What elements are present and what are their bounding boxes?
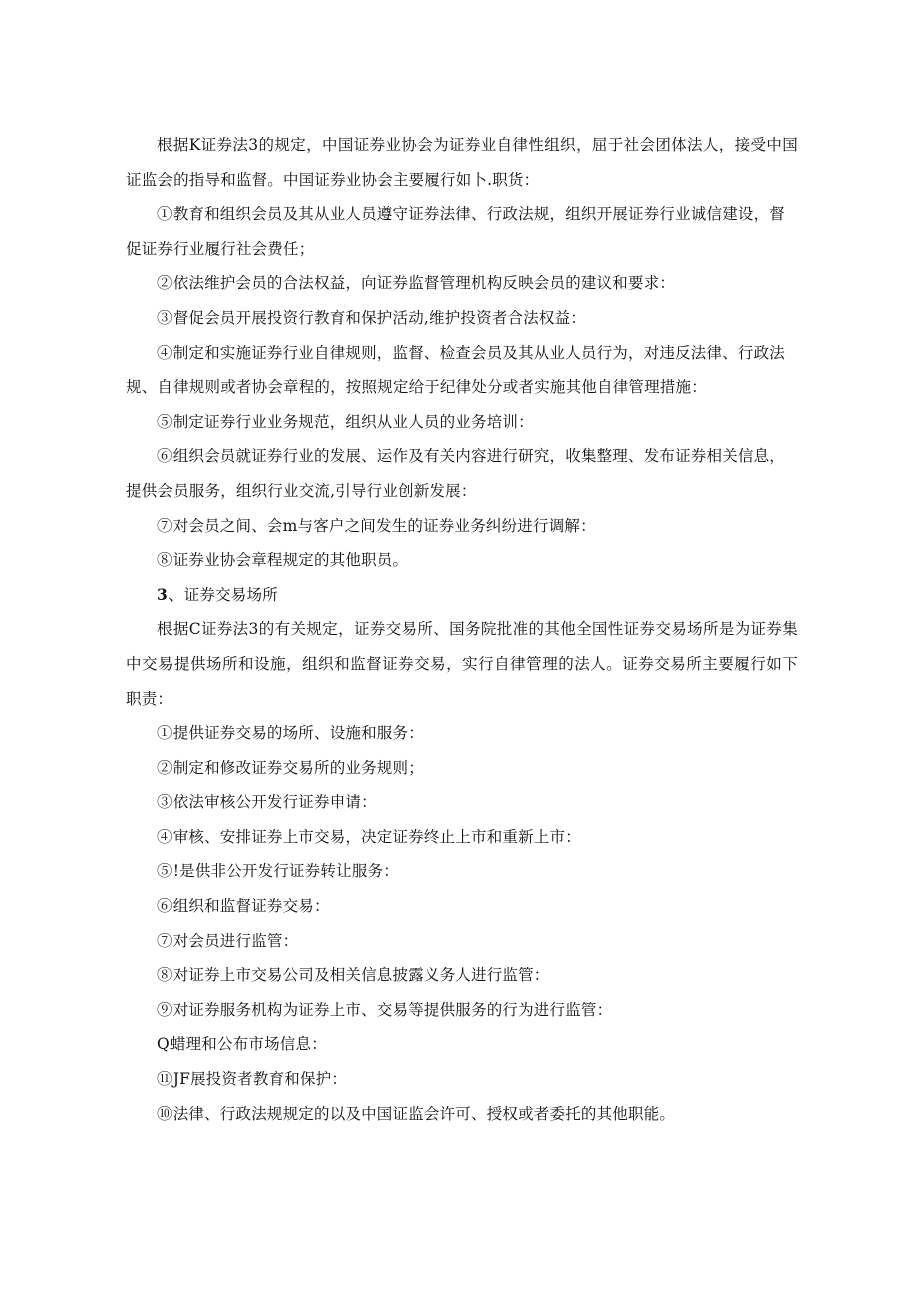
section-title: 、证券交易场所 (168, 585, 278, 604)
association-duty-8: ⑧证券业协会章程规定的其他职员。 (157, 551, 409, 570)
exchange-duty-3: ③依法审核公开发行证券申请： (157, 793, 377, 812)
exchange-duty-8: ⑧对证券上市交易公司及相关信息披露义务人进行监管： (157, 966, 550, 985)
section-number: 3 (157, 584, 168, 604)
document-body (126, 128, 798, 1131)
paragraph-exchange-intro: 根据C证券法3的有关规定，证券交易所、国务院批准的其他全国性证券交易场所是为证券集中交易提供场所和设施，组织和监督证券交易，实行自律管理的法人。证券交易所主要履行如下职责： (126, 620, 798, 708)
association-duty-2: ②依法维护会员的合法权益，向证券监督管理机构反映会员的建议和要求： (157, 274, 676, 293)
exchange-duty-12: ⑩法律、行政法规规定的以及中国证监会许可、授权或者委托的其他职能。 (157, 1104, 676, 1123)
exchange-duty-1: ①提供证券交易的场所、设施和服务： (157, 724, 424, 743)
association-duty-6: ⑥组织会员就证券行业的发展、运作及有关内容进行研究，收集整理、发布证券相关信息，提供会员服务，组织行业交流,引导行业创新发展： (126, 447, 786, 500)
association-duty-3: ③督促会员开展投资行教育和保护活动,维护投资者合法权益： (157, 308, 587, 327)
association-duty-4: ④制定和实施证券行业自律规则，监督、检查会员及其从业人员行为，对违反法律、行政法规、自律规则或者协会章程的，按照规定给于纪律处分或者实施其他自律管理措施： (126, 343, 786, 397)
exchange-duty-6: ⑥组织和监督证券交易： (157, 897, 330, 916)
exchange-duty-10: Q蜡理和公布市场信息： (157, 1035, 327, 1054)
association-duty-5: ⑤制定证券行业业务规范，组织从业人员的业务培训： (157, 412, 534, 431)
association-duty-1: ①教育和组织会员及其从业人员遵守证券法律、行政法规，组织开展证券行业诚信建设，督促证券行业履行社会费任； (126, 205, 786, 258)
paragraph-securities-association-intro: 根据K证券法3的规定，中国证券业协会为证券业自律性组织，屈于社会团体法人，接受中国证监会的指导和监督。中国证券业协会主要履行如卜.职货： (126, 136, 798, 189)
exchange-duty-7: ⑦对会员进行监管： (157, 931, 299, 950)
exchange-duty-9: ⑨对证券服务机构为证券上市、交易等提供服务的行为进行监管： (157, 1000, 613, 1019)
exchange-duty-4: ④审核、安排证券上市交易，决定证券终止上市和重新上市： (157, 827, 581, 846)
exchange-duty-11: ⑪JF展投资者教育和保护： (157, 1070, 348, 1089)
exchange-duty-5: ⑤!是供非公开发行证券转让服务： (157, 862, 399, 881)
exchange-duty-2: ②制定和修改证券交易所的业务规则； (157, 758, 424, 777)
section-heading-exchange (126, 578, 798, 613)
association-duty-7: ⑦对会员之间、会m与客户之间发生的证券业务纠纷进行调解： (157, 516, 596, 535)
